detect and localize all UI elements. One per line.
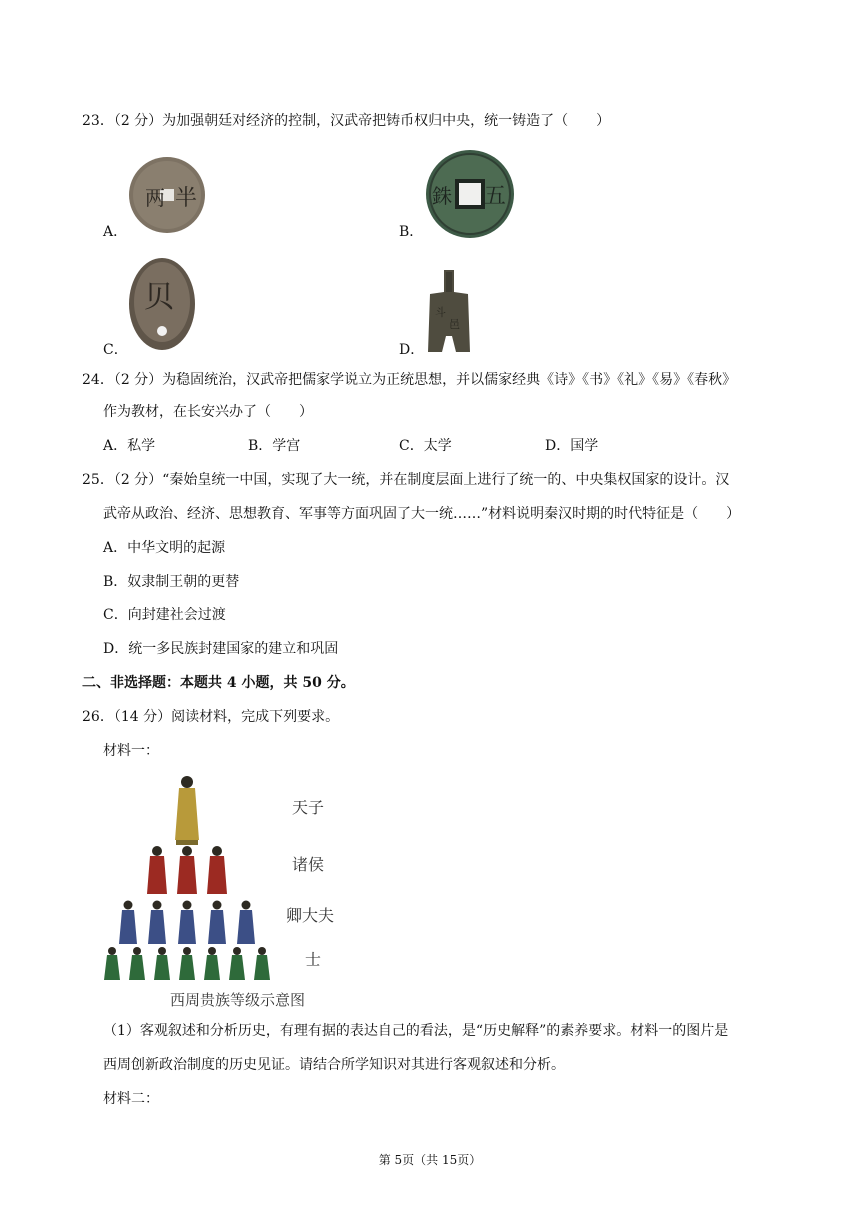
q24-option-a: A．私学 [103,438,156,454]
q25-option-b: B．奴隶制王朝的更替 [103,574,240,590]
coin-b-char-right: 五 [484,184,507,209]
q24-stem-line2: 作为教材，在长安兴办了（ ） [103,404,313,420]
option-b-label: B． [399,224,424,240]
q25-option-d: D．统一多民族封建国家的建立和巩固 [103,641,339,657]
q25-stem-line2: 武帝从政治、经济、思想教育、军事等方面巩固了大一统……”材料说明秦汉时期的时代特征是（ ） [103,506,741,522]
coin-c-image [127,255,197,353]
coin-a-char-left: 两 [145,186,165,210]
pyramid-label-zhuhou: 诸侯 [292,855,325,874]
coin-b-image [424,148,516,240]
option-a-label: A． [103,224,128,240]
shi-figures [104,947,270,980]
pyramid-label-tianzi: 天子 [292,798,325,817]
q25-stem-line1: 25．（2 分）“秦始皇统一中国，实现了大一统，并在制度层面上进行了统一的、中央集权国家的设计。汉 [82,472,730,488]
q24-option-d: D．国学 [545,438,599,454]
q25-option-a: A．中华文明的起源 [103,540,226,556]
coin-a-image [127,155,207,235]
q24-stem-line1: 24．（2 分）为稳固统治，汉武帝把儒家学说立为正统思想，并以儒家经典《诗》《书》《礼》《易》《春秋》 [82,372,737,388]
qingdafu-figures [119,901,255,945]
section-2-heading: 二、非选择题：本题共 4 小题，共 50 分。 [82,675,355,691]
coin-a-char-right: 半 [175,186,198,211]
q23-stem: 23．（2 分）为加强朝廷对经济的控制，汉武帝把铸币权归中央，统一铸造了（ ） [82,113,611,129]
q24-option-c: C．太学 [399,438,452,454]
option-c-label: C． [103,342,128,358]
zhuhou-figures [147,846,227,894]
tianzi-figure [175,776,199,845]
pyramid-caption: 西周贵族等级示意图 [170,991,306,1009]
q26-sub1-line2: 西周创新政治制度的历史见证。请结合所学知识对其进行客观叙述和分析。 [103,1057,565,1073]
coin-c-char: 贝 [144,280,174,315]
pyramid-label-shi: 士 [305,950,322,969]
coin-d-char-top: 斗 [435,306,446,319]
coin-b-char-left: 銖 [432,184,452,208]
q24-option-b: B．学宫 [248,438,301,454]
coin-d-image [424,270,474,354]
option-d-label: D． [399,342,425,358]
pyramid-label-qingdafu: 卿大夫 [286,906,335,925]
page-footer: 第 5页（共 15页） [378,1153,482,1167]
q26-sub1-line1: （1）客观叙述和分析历史，有理有据的表达自己的看法，是“历史解释”的素养要求。材料一的图片是 [103,1023,729,1039]
material-2-label: 材料二： [103,1091,159,1107]
coin-d-char-bottom: 邑 [449,318,460,331]
q25-option-c: C．向封建社会过渡 [103,607,226,623]
material-1-label: 材料一： [103,743,159,759]
q26-stem: 26．（14 分）阅读材料，完成下列要求。 [82,709,340,725]
